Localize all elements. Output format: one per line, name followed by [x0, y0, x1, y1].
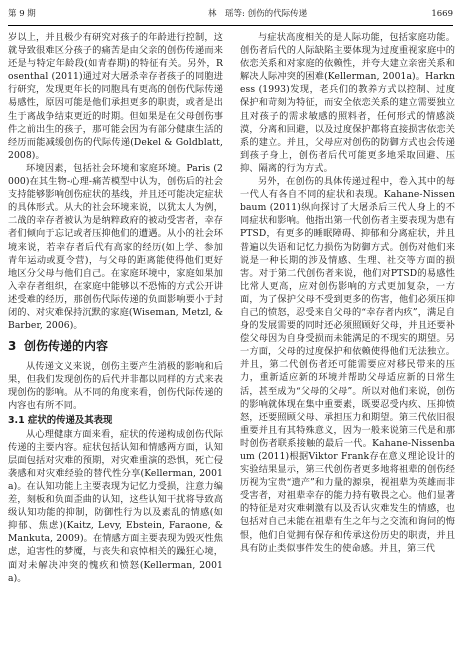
left-column — [8, 31, 223, 657]
section-heading — [8, 338, 223, 354]
subsection-title: 症状的传递及其表现 — [28, 414, 113, 426]
body-paragraph: 与症状高度相关的是人际功能，包括家庭功能。创伤者后代的人际缺陷主要体现为过度重视家庭中的依恋关系和对家庭的依赖性，并夸大建立亲密关系和解决人际冲突的困难(Kellerman, 2001a)。Harkness (1993)发现，老兵们的教养方式以控制、过度保护和苛刻为特征，而安全依恋关系的建立需要独立且对孩子的需求敏感的照料者，任何形式的情感淡漠，分离和回避，以及过度保护都将直接损害依恋关系的建立。并且，父母应对创伤的防御方式也会传递到孩子身上，创伤者后代可能更多地采取回避、压抑、隔离的行为方式。 — [240, 32, 455, 174]
section-title: 创伤传递的内容 — [24, 339, 109, 354]
journal-issue: 第 9 期 — [8, 9, 36, 19]
subsection-heading — [8, 414, 223, 427]
page-number: 1669 — [431, 9, 453, 19]
body-paragraph: 岁以上，并且极少有研究对孩子的年龄进行控制，这就导致很难区分孩子的痛苦是由父亲的创伤传递而来还是与特定年龄段(如青春期)的特征有关。另外，Rosenthal (2011)通过对大屠杀幸存者孩子的同胞进行研究，发现更年长的同胞具有更高的创伤代际传递易感性，原因可能是他们承担更多的职责，或者是出生于离战争结束更近的时期。但如果是在父母创伤事件之前出生的孩子，那可能会因为有部分健康生活的经历而能减缓创伤的代际传递(Dekel & Goldblatt, 2008)。 — [8, 32, 223, 161]
subsection-number: 3.1 — [8, 414, 25, 426]
header-rule — [8, 25, 453, 26]
page-header — [8, 6, 453, 22]
running-title: 林 瑶等: 创伤的代际传递 — [208, 9, 308, 19]
body-paragraph: 另外，在创伤的具体传递过程中，卷入其中的每一代人有各自不同的症状和表现。Kahane-Nissenbaum (2011)纵向探讨了大屠杀后三代人身上的不同症状和影响。他指出第一代创伤者主要表现为患有PTSD，有更多的睡眠障碍、抑郁和分离症状，并且普遍以失语和记忆力损伤为防御方式。创伤对他们来说是一种长期的涉及情感、生理、社交等方面的损害。对于第二代创伤者来说，他们对PTSD的易感性比常人更高，应对创伤影响的方式更加复杂，一方面，为了保护父母不受到更多的伤害，他们必须压抑自己的愤怒，忍受来自父母的“幸存者内疚”，满足自身的发展需要的同时还必须照顾好父母，并且还要补偿父母因为自身受损而未能满足的不现实的期望。另一方面，父母的过度保护和依赖使得他们无法独立。并且，第二代创伤者还可能需要应对移民带来的压力，重新适应新的环境并帮助父母适应新的日常生活，甚至成为“父母的父母”。所以对他们来说，创伤的影响就体现在集中重要素，既要忍受内疚、压抑愤怒，还要照顾父母、承担压力和期望。第三代依旧很重要并且有其特殊意义，因为一般来说第三代是和那时创伤者联系接触的最后一代。Kahane-Nissenbaum (2011)根据Viktor Frank存在意义理论设计的实验结果显示，第三代创伤者更多地将祖辈的创伤经历视为宝贵“遗产”和力量的源泉，视祖辈为英雄而非受害者，对祖辈幸存的能力持有敬畏之心。他们显著的特征是对灾难刺激有以及否认灾难发生的情感，也包括对自己未能在祖辈有生之年与之交流和询问的悔恨，他们自觉拥有保存和传承这份历史的职责，并且具有防止类似事件发生的使命感。并且，第三代 — [240, 176, 455, 554]
body-paragraph: 从传递文义来说，创伤主要产生消极的影响和后果，但我们发现创伤的后代并非都以同样的方式来表现创伤的影响。从不同的角度来看，创伤代际传递的内容也有所不同。 — [8, 361, 223, 412]
right-column — [240, 31, 455, 657]
body-paragraph: 从心理健康方面来看，症状的传递构成创伤代际传递的主要内容。症状包括认知和情感两方面，认知层面包括对灾难的预期，对灾难重演的恐惧，死亡侵袭感和对灾难经验的替代性分享(Kellerman, 2001a)。在认知功能上主要表现为记忆力受损，注意力编差，刻板和负面歪曲的认知，这些认知干扰将导致高级认知功能的抑制，防御性行为以及素乱的情感(如抑郁、焦虑)(Kaitz, Levy, Ebstein, Faraone, & Mankuta, 2009)。在情感方面主要表现为毁灭性焦虑，迫害性的梦魇，与丧失和哀悼相关的躁狂心境，面对未解决冲突的愧疚和愤怒(Kellerman, 2001a)。 — [8, 428, 223, 584]
section-number: 3 — [8, 339, 17, 354]
body-paragraph: 环境因素，包括社会环境和家庭环境。Paris (2000)在其生物-心理-痛苦模型中认为，创伤后的社会支持能够影响创伤症状的基线，并且还可能决定症状的具体形式。从大的社会环境来说，以犹太人为例，二战的幸存者被认为是纳粹政府的被动受害者，幸存者们倾向于忘记或者压抑他们的遭遇。从小的社会环境来说，若幸存者后代有高家的经历(如上学、参加青年运动或夏令营)，与父母的距离能使得他们更好地区分父母与他们自己。在家庭环境中，家庭如果加入幸存者组织，在家庭中能够以不恐怖的方式公开讲述受难的经历，那创伤代际传递的负面影响要小于封闭的、对灾难保持沉默的家庭(Wiseman, Metzl, & Barber, 2006)。 — [8, 162, 223, 332]
